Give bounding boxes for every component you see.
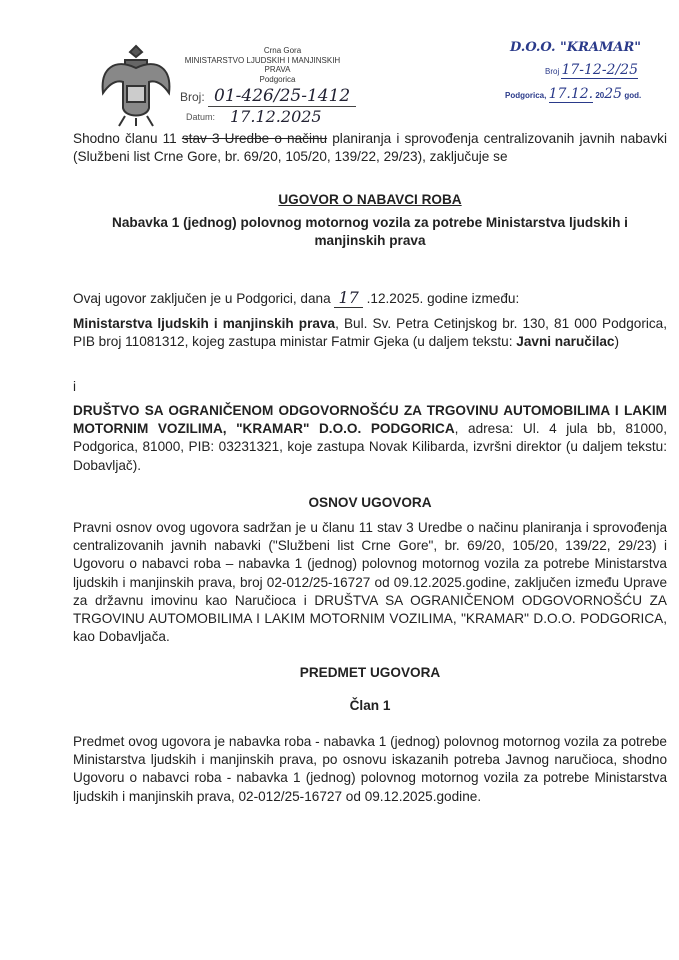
document-title: UGOVOR O NABAVCI ROBA [278,192,462,207]
company-broj-value: 17-12-2/25 [561,62,638,78]
basis-text: Pravni osnov ovog ugovora sadržan je u članu 11 stav 3 Uredbe o načinu planiranja i sprovođenja centralizovanih javnih nabavki ("Službeni list Crne Gore", br. 69/20, 105/20, 139/22, 29/23) i Ugovoru o nabavci roba – nabavka 1 (jednog) polovnog motornog vozila za potrebe Ministarstva ljudskih i manjinskih prava, broj 02-012/25-16727 od 09.12.2025.godine, zaključen između Uprave za državnu imovinu kao Naručioca i DRUŠTVA SA OGRANIČENOM ODGOVORNOŠĆU ZA TRGOVINU AUTOMOBILIMA I LAKIM MOTORNIM VOZILIMA, "KRAMAR" D.O.O. PODGORICA, kao Dobavljača. [73,520,667,645]
stamp-city: Podgorica [259,74,296,84]
party2-details: , adresa: Ul. 4 jula bb, 81000, Podgorica, 81000, PIB: 03231321, koje zastupa Novak Kilibarda, izvršni direktor (u daljem tekstu: Dobavljač). [73,421,667,473]
datum-label: Datum: [186,112,216,122]
party1-paragraph [73,315,667,351]
coat-of-arms-icon [95,38,177,130]
document-subtitle: Nabavka 1 (jednog) polovnog motornog vozila za potrebe Ministarstva ljudskih i manjinskih prava [112,215,628,248]
party1-role: Javni naručilac [516,334,615,350]
stamp-ministry-2: PRAVA [264,65,291,74]
party2-paragraph [73,402,667,475]
stamp-country: Crna Gora [263,46,302,55]
party2-name: DRUŠTVO SA OGRANIČENOM ODGOVORNOŠĆU ZA TRGOVINU AUTOMOBILIMA I LAKIM MOTORNIM VOZILIMA, "KRAMAR" D.O.O. PODGORICA [73,403,667,437]
and-word: i [73,379,77,394]
company-date-value: 17.12. [548,86,594,102]
company-broj-label: Broj [545,67,560,76]
subject-heading: PREDMET UGOVORA [299,665,441,680]
party1-name: Ministarstva ljudskih i manjinskih prava [73,316,336,331]
company-god: god. [624,91,642,100]
party1-close: ) [614,334,620,350]
concluded-pre: Ovaj ugovor zaključen je u Podgorici, dana [73,291,335,306]
broj-value: 01-426/25-1412 [208,86,356,107]
stamp-ministry: MINISTARSTVO LJUDSKIH I MANJINSKIH [184,55,341,65]
company-city-label: Podgorica, [505,91,547,100]
concluded-day: 17 [334,288,362,308]
intro-paragraph [73,130,667,166]
broj-label: Broj: [180,90,205,104]
concluded-post: .12.2025. godine između: [362,291,520,306]
subject-text: Predmet ovog ugovora je nabavka roba - nabavka 1 (jednog) polovnog motornog vozila za potrebe Ministarstva ljudskih i manjinskih prava, po osnovu iskazanih potreba Javnog naručioca, shodno Ugovoru o nabavci roba - nabavka 1 (jednog) polovnog motornog vozila za potrebe Ministarstva ljudskih i manjinskih prava, 02-012/25-16727 od 09.12.2025.godine. [73,734,667,804]
company-year-prefix: 20 [595,91,605,100]
datum-value: 17.12.2025 [230,107,322,126]
intro-strike: stav 3 Uredbe o načinu [181,131,328,146]
article-heading: Član 1 [349,698,391,713]
intro-post: planiranja i sprovođenja centralizovanih javnih nabavki (Službeni list Crne Gore, br. 69/20, 105/20, 139/22, 29/23), zaključuje se [73,131,667,165]
company-year-value: 25 [604,86,623,102]
concluded-line [73,289,667,308]
basis-heading: OSNOV UGOVORA [308,495,432,510]
intro-pre: Shodno članu 11 [73,131,182,146]
company-stamp-name: D.O.O. "KRAMAR" [510,40,642,55]
party1-details: , Bul. Sv. Petra Cetinjskog br. 130, 81 000 Podgorica, PIB broj 11081312, kojeg zastupa ministar Fatmir Gjeka (u daljem tekstu: [73,316,667,350]
